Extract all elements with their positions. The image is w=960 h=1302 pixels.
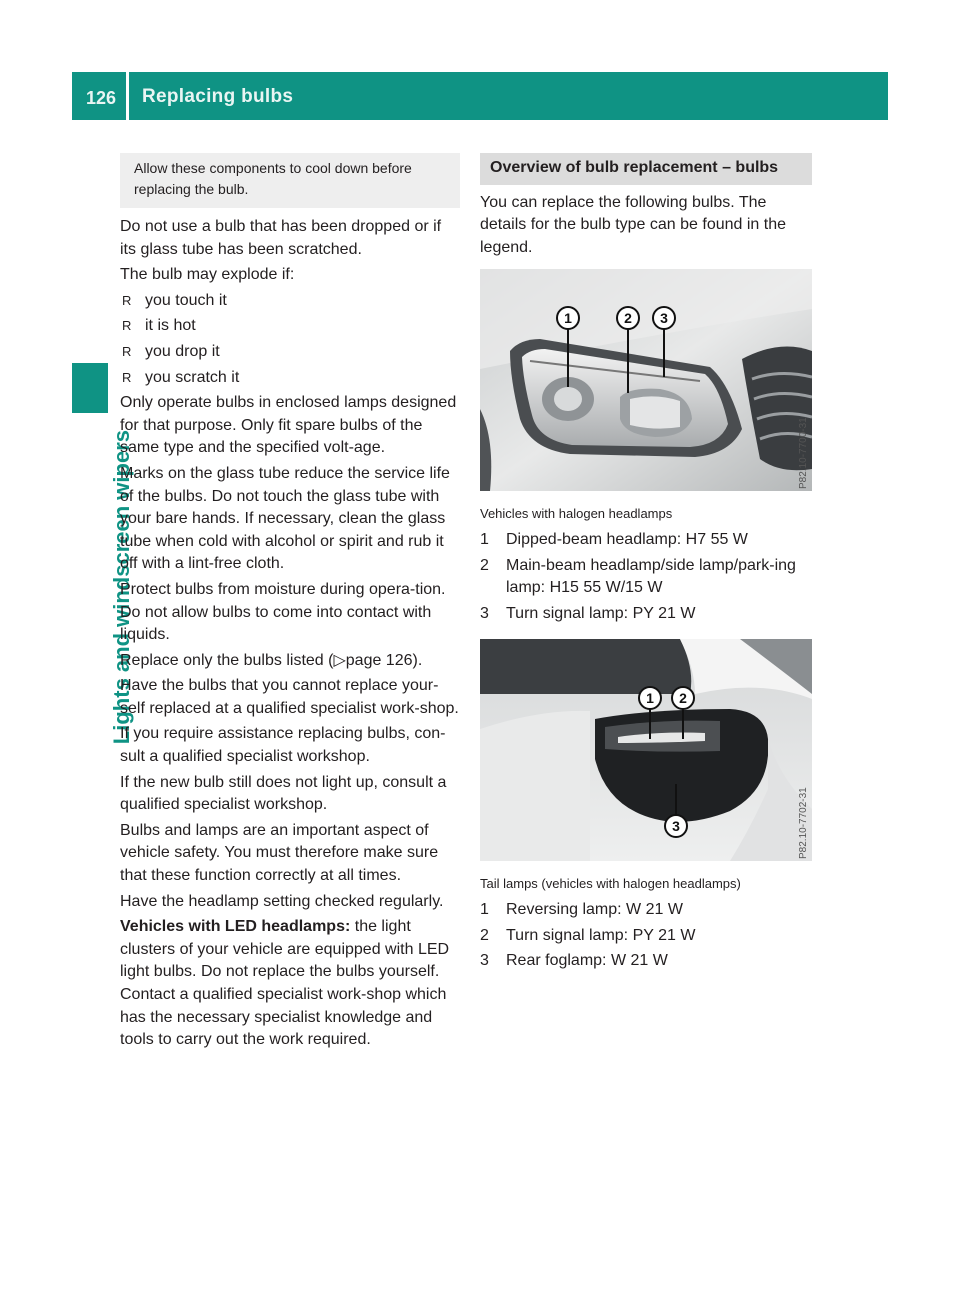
- legend-text: Rear foglamp: W 21 W: [506, 952, 668, 970]
- text-run: Replace only the bulbs listed (: [120, 651, 334, 669]
- callout-2-label: 2: [624, 310, 632, 327]
- note-box: Allow these components to cool down before replacing the bulb.: [120, 153, 460, 208]
- header-divider: [126, 72, 129, 120]
- bullet-mark: R: [122, 318, 132, 334]
- bullet-list: [120, 290, 460, 389]
- figure-caption: Vehicles with halogen headlamps: [480, 506, 673, 522]
- bullet-text: you scratch it: [145, 368, 240, 386]
- tail-lamp-figure: [480, 639, 812, 861]
- list-item: [120, 367, 460, 390]
- bullet-text: it is hot: [145, 317, 196, 335]
- legend-text: Main-beam headlamp/side lamp/park-ing lamp: H15 55 W/15 W: [506, 556, 796, 597]
- list-item: [120, 341, 460, 364]
- headlamp-figure: [480, 269, 812, 491]
- paragraph-led-headlamps: [120, 916, 460, 1052]
- bullet-mark: R: [122, 343, 132, 359]
- headlamp-illustration: [480, 269, 812, 491]
- page-title: Replacing bulbs: [142, 86, 294, 107]
- bullet-text: you touch it: [145, 291, 227, 309]
- side-thumb-block: [72, 363, 108, 413]
- legend-text: Dipped-beam headlamp: H7 55 W: [506, 530, 748, 548]
- figure-caption: Tail lamps (vehicles with halogen headlamps): [480, 876, 741, 892]
- callout-1-label: 1: [564, 310, 572, 327]
- legend-item: [480, 950, 812, 973]
- chapter-side-tab: Lights and windscreen wipers: [109, 430, 134, 745]
- tail-lamp-illustration: [480, 639, 812, 861]
- callout-2-label: 2: [679, 690, 687, 707]
- paragraph-assistance: If you require assistance replacing bulbs, con-sult a qualified specialist workshop.: [120, 725, 446, 766]
- legend-item: [480, 925, 812, 948]
- legend-item: [480, 555, 812, 600]
- page-ref-arrow-icon: ▷: [333, 651, 346, 669]
- callout-1-label: 1: [646, 690, 654, 707]
- figure-code: P82.10-7702-31: [798, 787, 809, 860]
- legend-item: [480, 603, 812, 626]
- figure-code: P82.10-7700-31: [798, 417, 809, 490]
- callout-3-label: 3: [672, 818, 680, 835]
- page-number: 126: [86, 88, 117, 108]
- paragraph-headlamp-setting: Have the headlamp setting checked regularly.: [120, 892, 444, 910]
- led-heading: Vehicles with LED headlamps:: [120, 918, 351, 936]
- text-run: ).: [412, 651, 423, 669]
- paragraph-enclosed-lamps: Only operate bulbs in enclosed lamps designed for that purpose. Only fit spare bulbs of the same type and the specified volt-age.: [120, 394, 457, 457]
- paragraph-replace-listed: [120, 650, 460, 673]
- paragraph-moisture: Protect bulbs from moisture during opera-tion. Do not allow bulbs to come into contact with liquids.: [120, 580, 446, 644]
- text-run: the light clusters of your vehicle are equipped with LED light bulbs. Do not replace the bulbs yourself. Contact a qualified specialist work-shop which has the necessary specialist knowledge and tools to carry out the work required.: [120, 918, 450, 1049]
- paragraph-intro: You can replace the following bulbs. The details for the bulb type can be found in the legend.: [480, 193, 786, 256]
- bullet-mark: R: [122, 292, 132, 308]
- legend-number: 1: [480, 530, 489, 548]
- legend-item: [480, 529, 812, 552]
- bullet-mark: R: [122, 369, 132, 385]
- bullet-text: you drop it: [145, 342, 220, 360]
- paragraph-dropped-bulb: Do not use a bulb that has been dropped or if its glass tube has been scratched.: [120, 218, 442, 258]
- legend-number: 2: [480, 556, 489, 574]
- left-column: [120, 153, 460, 1055]
- legend-text: Turn signal lamp: PY 21 W: [506, 604, 696, 622]
- legend-item: [480, 899, 812, 922]
- legend-number: 3: [480, 604, 489, 622]
- list-item: [120, 290, 460, 313]
- paragraph-glass-tube: Marks on the glass tube reduce the service life of the bulbs. Do not touch the glass tube with your bare hands. If necessary, clean the glass tube when cold with alcohol or spirit and rub it off with a lint-free cloth.: [120, 464, 450, 573]
- paragraph-workshop: Have the bulbs that you cannot replace your-self replaced at a qualified specialist work-shop.: [120, 677, 459, 717]
- paragraph-safety: Bulbs and lamps are an important aspect of vehicle safety. You must therefore make sure that these function correctly at all times.: [120, 821, 439, 885]
- legend-text: Reversing lamp: W 21 W: [506, 900, 683, 918]
- legend-number: 2: [480, 926, 489, 944]
- legend-number: 1: [480, 900, 489, 918]
- paragraph-still-not-lit: If the new bulb still does not light up, consult a qualified specialist workshop.: [120, 773, 447, 814]
- paragraph-explode-intro: The bulb may explode if:: [120, 266, 295, 284]
- legend-text: Turn signal lamp: PY 21 W: [506, 926, 696, 944]
- page-reference-link[interactable]: page 126: [345, 651, 413, 669]
- callout-3-label: 3: [660, 310, 668, 327]
- section-heading: Overview of bulb replacement – bulbs: [480, 153, 812, 185]
- list-item: [120, 315, 460, 338]
- legend-number: 3: [480, 952, 489, 970]
- right-column: [480, 153, 812, 976]
